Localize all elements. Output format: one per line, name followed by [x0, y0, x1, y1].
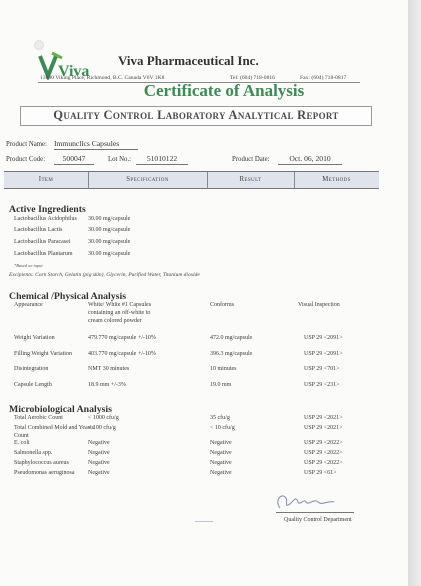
chem-method: USP 29 <231>	[304, 382, 340, 388]
micro-spec: Negative	[88, 460, 110, 466]
active-spec: 30.00 mg/capsule	[88, 216, 131, 222]
stamp-mark	[195, 521, 213, 522]
micro-item: E. coli	[14, 440, 30, 446]
product-date-label: Product Date:	[232, 156, 270, 163]
chem-result: Conforms	[210, 302, 234, 308]
qc-department-label: Quality Control Department	[284, 517, 352, 523]
excipients-label: Excipients:	[9, 272, 34, 278]
micro-method: USP 29 <2022>	[304, 460, 343, 466]
section-chemical-physical: Chemical /Physical Analysis	[9, 291, 127, 302]
micro-item: Total Combined Mold and Yeasts	[14, 425, 95, 431]
micro-method: USP 29 <2022>	[304, 450, 343, 456]
chem-result: 19.0 mm	[210, 382, 232, 388]
chem-spec: 479.770 mg/capsule +/-10%	[88, 335, 156, 341]
chem-item: Filling Weight Variation	[14, 351, 72, 357]
company-fax: Fax: (604) 718-0817	[300, 75, 347, 81]
active-spec: 30.00 mg/capsule	[88, 239, 131, 245]
chem-method: USP 29 <2091>	[304, 351, 343, 357]
chem-item: Disintegration	[14, 366, 49, 372]
micro-spec: Negative	[88, 440, 110, 446]
excipients-line	[9, 272, 200, 278]
micro-spec: < 1000 cfu/g	[88, 415, 119, 421]
column-header-item: Item	[38, 176, 54, 183]
signature-line	[276, 512, 354, 513]
product-code-value: 500047	[54, 154, 94, 165]
company-address: 13880 Viking Place, Richmond, B.C. Canada V6V 1K8	[40, 75, 165, 81]
chem-result: 10 minutes	[210, 366, 237, 372]
chem-result: 396.3 mg/capsule	[210, 351, 253, 357]
lot-label: Lot No.:	[108, 156, 132, 163]
column-header-methods: Methods	[322, 176, 351, 183]
active-item: Lactobacillus Lactis	[14, 227, 63, 233]
certificate-title: Certificate of Analysis	[143, 81, 305, 100]
punch-hole	[34, 40, 44, 50]
micro-item: Salmonella spp.	[14, 450, 53, 456]
section-active-ingredients: Active Ingredients	[9, 204, 86, 215]
micro-result: 35 cfu/g	[210, 415, 230, 421]
active-item: Lactobacillus Plantarum	[14, 251, 73, 257]
column-header-result: Result	[239, 176, 262, 183]
chem-method: Visual Inspection	[298, 302, 340, 308]
micro-method: USP 29 <2022>	[304, 440, 343, 446]
micro-method: USP 29 <2021>	[304, 415, 343, 421]
micro-spec: < 100 cfu/g	[88, 425, 116, 431]
micro-item: Pseudomonas aeruginosa	[14, 470, 75, 476]
micro-result: Negative	[210, 460, 232, 466]
lot-value: 51010122	[136, 154, 188, 165]
micro-item-continued: Count	[14, 433, 29, 439]
active-item: Lactobacillus Paracasei	[14, 239, 71, 245]
active-item: Lactobacillus Acidophilus	[14, 216, 77, 222]
chem-item: Capsule Length	[14, 382, 52, 388]
micro-spec: Negative	[88, 470, 110, 476]
product-code-label: Product Code:	[6, 156, 46, 163]
chem-item: Appearance	[14, 302, 43, 308]
footnote: *Based on input	[14, 263, 43, 268]
chem-method: USP 29 <2091>	[304, 335, 343, 341]
micro-method: USP 29 <2021>	[304, 425, 343, 431]
chem-spec: 403.770 mg/capsule +/-10%	[88, 351, 156, 357]
active-spec: 30.00 mg/capsule	[88, 251, 131, 257]
page-edge	[408, 0, 421, 586]
chem-method: USP 29 <701>	[304, 366, 340, 372]
micro-method: USP 29 <61>	[304, 470, 337, 476]
chem-spec: containing an off-white to	[88, 310, 151, 316]
product-date-value: Oct. 06, 2010	[278, 154, 342, 165]
chem-spec: cream colored powder	[88, 318, 142, 324]
micro-result: Negative	[210, 440, 232, 446]
chem-spec: White/ White #1 Capsules	[88, 302, 152, 308]
company-phone: Tel: (604) 718-0816	[230, 75, 275, 81]
micro-result: < 10 cfu/g	[210, 425, 235, 431]
report-title: Quality Control Laboratory Analytical Report	[53, 108, 339, 122]
product-name-label: Product Name:	[6, 141, 47, 148]
excipients-value: Corn Starch, Gelatin (pig skin), Glycerin, Purified Water, Titanium dioxide	[35, 272, 200, 278]
signature-image	[270, 490, 340, 514]
chem-spec: 18.9 mm +/-3%	[88, 382, 126, 388]
section-microbiological: Microbiological Analysis	[9, 404, 112, 415]
chem-spec: NMT 30 minutes	[88, 366, 130, 372]
micro-item: Total Aerobic Count	[14, 415, 63, 421]
active-spec: 30.00 mg/capsule	[88, 227, 131, 233]
column-header-specification: Specification	[126, 176, 169, 183]
chem-result: 472.0 mg/capsule	[210, 335, 253, 341]
product-name-value: Immuncllcs Capsules	[54, 139, 138, 150]
company-name: Viva Pharmaceutical Inc.	[118, 53, 259, 68]
chem-item: Weight Variation	[14, 335, 55, 341]
micro-result: Negative	[210, 470, 232, 476]
logo-text: Viva	[58, 63, 90, 80]
micro-item: Staphylococcus aureus	[14, 460, 69, 466]
micro-spec: Negative	[88, 450, 110, 456]
micro-result: Negative	[210, 450, 232, 456]
